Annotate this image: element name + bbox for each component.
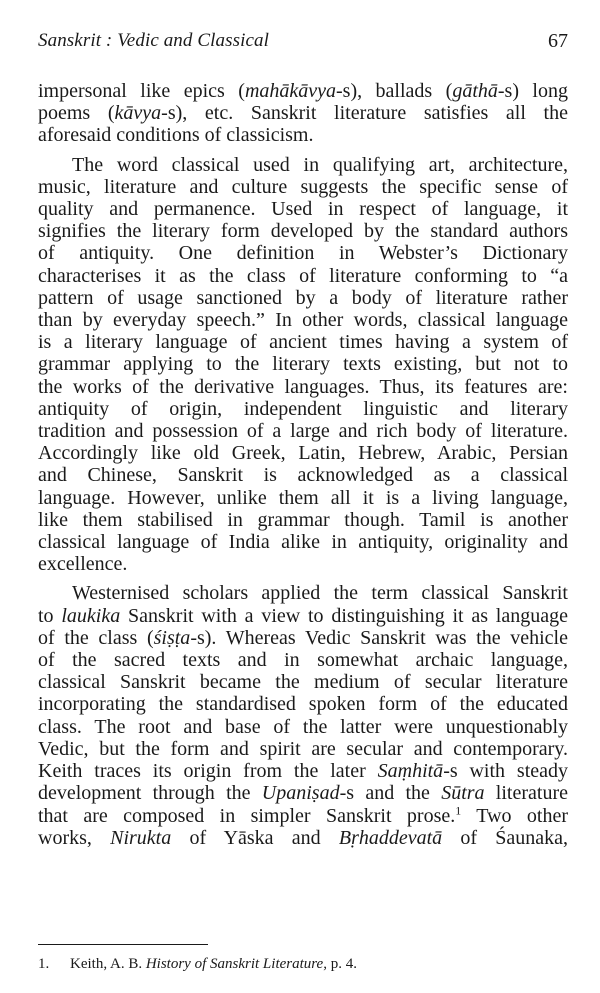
text-run: impersonal like epics (: [38, 80, 245, 102]
text-line: [38, 531, 568, 553]
text-line: [38, 353, 568, 375]
text-run: signifies the literary form developed by the standard authors: [38, 220, 568, 243]
text-run: grammar applying to the literary texts existing, but not to: [38, 353, 568, 376]
text-run: excellence.: [38, 553, 128, 576]
italic-term: Sūtra: [441, 782, 485, 805]
text-line: [38, 553, 568, 575]
italic-term: Nirukta: [110, 826, 172, 849]
text-line: [38, 80, 568, 102]
text-line: [38, 509, 568, 531]
text-run: -s) long: [497, 80, 568, 102]
text-run: incorporating the standardised spoken form of the educated: [38, 693, 568, 716]
text-run: quality and permanence. Used in respect of language, it: [38, 198, 568, 221]
paragraph: [38, 582, 568, 848]
italic-term: mahākāvya: [244, 80, 337, 102]
text-run: -s with steady: [443, 760, 569, 783]
footnote-book-title: History of Sanskrit Literature: [145, 956, 324, 972]
italic-term: Bṛhaddevatā: [338, 826, 443, 849]
text-line: [38, 376, 568, 398]
footnote-author: Keith, A. B.: [70, 956, 143, 972]
text-line: [38, 582, 568, 604]
text-run: -s), ballads (: [336, 80, 453, 102]
text-run: tradition and possession of a large and rich body of literature.: [38, 420, 568, 443]
text-line: [38, 760, 568, 782]
paragraph: [38, 80, 568, 147]
text-run: Keith traces its origin from the later: [38, 760, 378, 783]
text-run: like them stabilised in grammar though. Tamil is another: [38, 508, 568, 531]
text-run: The word classical used in qualifying art, architecture,: [72, 153, 568, 176]
footnote-rule: [38, 944, 208, 945]
text-line: [38, 627, 568, 649]
text-line: [38, 287, 568, 309]
text-line: [38, 220, 568, 242]
text-line: [38, 331, 568, 353]
text-run: that are composed in simpler Sanskrit prose.: [38, 804, 456, 827]
text-line: [38, 605, 568, 627]
text-run: classical language of India alike in antiquity, originality and: [38, 531, 568, 554]
text-run: literature: [484, 782, 568, 805]
text-run: of the sacred texts and in somewhat archaic language,: [38, 649, 568, 672]
text-line: [38, 420, 568, 442]
text-run: language. However, unlike them all it is a living language,: [38, 486, 568, 509]
text-run: works,: [38, 826, 111, 849]
italic-term: Saṃhitā: [377, 760, 444, 783]
text-run: and Chinese, Sanskrit is acknowledged as a classical: [38, 464, 568, 487]
text-line: [38, 154, 568, 176]
text-line: [38, 671, 568, 693]
italic-term: gāthā: [452, 80, 498, 102]
paragraph: [38, 154, 568, 576]
body-text: [38, 80, 568, 849]
text-run: -s). Whereas Vedic Sanskrit was the vehicle: [190, 626, 568, 649]
text-line: [38, 827, 568, 849]
text-run: Accordingly like old Greek, Latin, Hebrew, Arabic, Persian: [38, 442, 568, 465]
text-line: [38, 442, 568, 464]
text-run: is a literary language of ancient times having a system of: [38, 331, 568, 354]
italic-term: śiṣṭa: [153, 626, 191, 649]
text-run: pattern of usage sanctioned by a body of literature rather: [38, 286, 568, 309]
text-line: [38, 176, 568, 198]
text-run: to: [38, 604, 62, 627]
text-run: than by everyday speech.” In other words, classical language: [38, 309, 568, 332]
text-run: classical Sanskrit became the medium of secular literature: [38, 671, 568, 694]
text-run: Westernised scholars applied the term classical Sanskrit: [72, 582, 568, 605]
text-run: poems (: [38, 102, 115, 125]
text-line: [38, 265, 568, 287]
text-line: [38, 782, 568, 804]
footnote: [38, 956, 357, 973]
text-run: class. The root and base of the latter were unquestionably: [38, 715, 568, 738]
text-run: of the class (: [38, 626, 154, 649]
italic-term: Upaniṣad: [261, 782, 340, 805]
text-line: [38, 802, 568, 827]
text-line: [38, 716, 568, 738]
text-run: the works of the derivative languages. Thus, its features are:: [38, 375, 568, 398]
text-run: -s and the: [339, 782, 442, 805]
text-run: development through the: [38, 782, 262, 805]
text-run: Two other: [461, 804, 568, 827]
italic-term: kāvya: [114, 102, 162, 125]
text-run: of Yāska and: [171, 826, 339, 849]
text-line: [38, 649, 568, 671]
text-run: of Śaunaka,: [442, 826, 569, 849]
footnote-reference: 1: [455, 802, 462, 817]
text-line: [38, 124, 568, 146]
footnote-locator: , p. 4.: [323, 956, 357, 972]
text-run: Sanskrit with a view to distinguishing it as language: [120, 604, 568, 627]
text-line: [38, 309, 568, 331]
text-line: [38, 487, 568, 509]
text-run: aforesaid conditions of classicism.: [38, 124, 314, 147]
text-line: [38, 102, 568, 124]
text-run: Vedic, but the form and spirit are secular and contemporary.: [38, 737, 568, 760]
text-line: [38, 464, 568, 486]
page-number: 67: [548, 30, 568, 52]
text-line: [38, 242, 568, 264]
text-run: antiquity of origin, independent linguistic and literary: [38, 397, 568, 420]
text-line: [38, 398, 568, 420]
text-line: [38, 198, 568, 220]
text-line: [38, 738, 568, 760]
text-run: of antiquity. One definition in Webster’s Dictionary: [38, 242, 568, 265]
footnote-number: 1.: [38, 956, 50, 972]
text-run: -s), etc. Sanskrit literature satisfies all the: [161, 102, 568, 125]
italic-term: laukika: [61, 604, 121, 627]
text-run: characterises it as the class of literature conforming to “a: [38, 264, 568, 287]
text-run: music, literature and culture suggests the specific sense of: [38, 175, 568, 198]
text-line: [38, 693, 568, 715]
running-head-title: Sanskrit : Vedic and Classical: [38, 30, 269, 51]
